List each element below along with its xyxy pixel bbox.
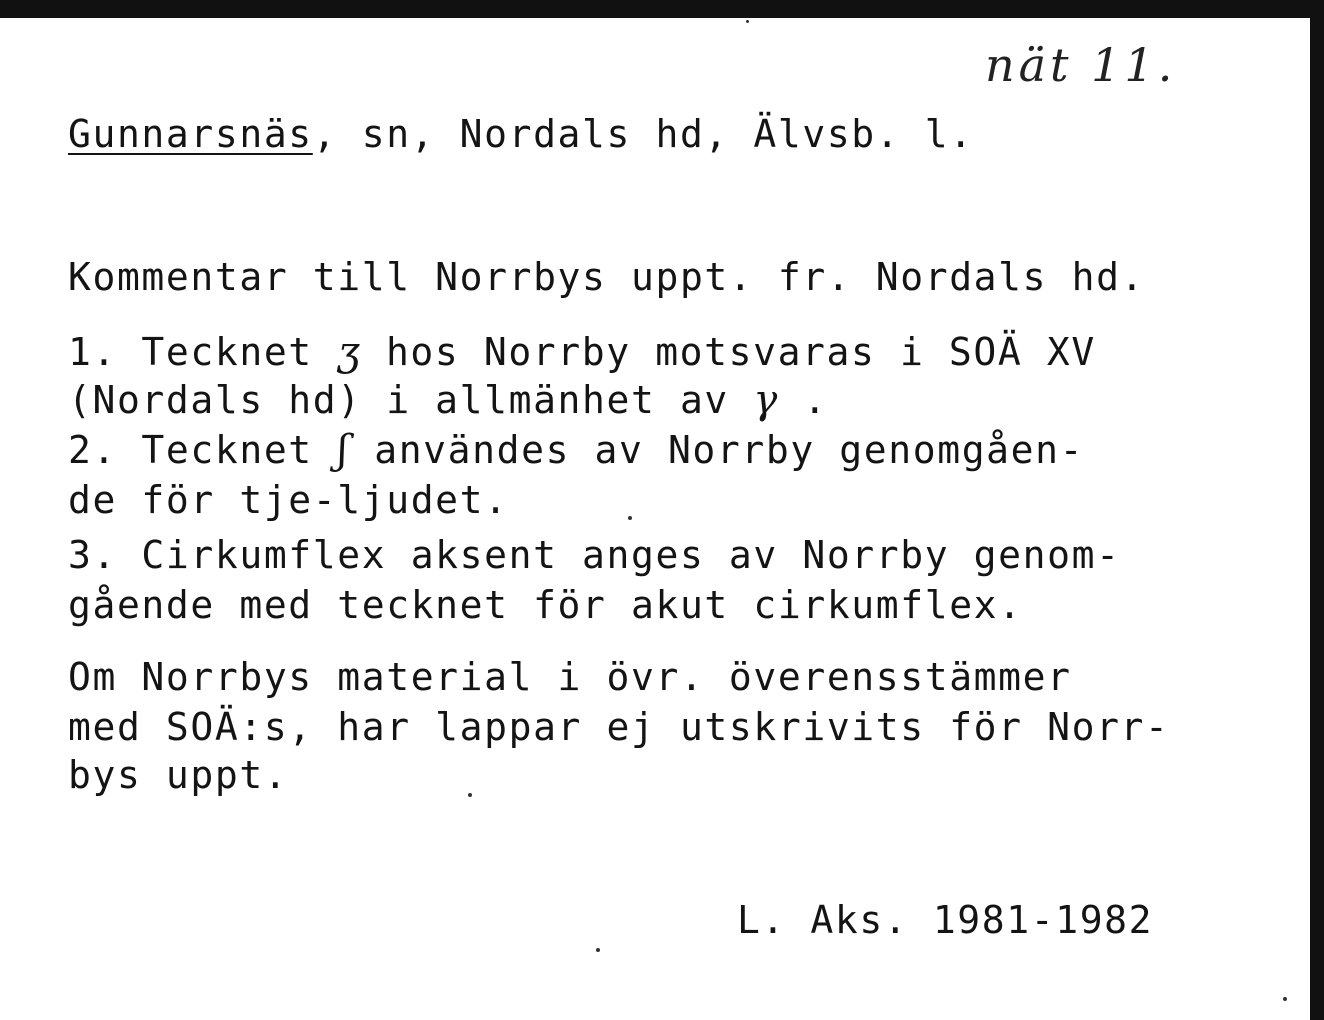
ink-speck — [596, 948, 600, 952]
item-1-line-2 — [68, 378, 828, 422]
note-line-3: bys uppt. — [68, 753, 289, 797]
item-3-line-1: 3. Cirkumflex aksent anges av Norrby genom- — [68, 533, 1121, 577]
note-line-2: med SOÄ:s, har lappar ej utskrivits för Norr- — [68, 705, 1170, 749]
scan-edge-right — [1310, 0, 1324, 1020]
ezh-glyph: ʒ — [337, 329, 362, 375]
item-2-line-1 — [68, 428, 1084, 472]
place-name: Gunnarsnäs — [68, 112, 313, 156]
item-1-suffix: hos Norrby motsvaras i SOÄ XV — [385, 330, 1096, 374]
ink-speck — [1283, 997, 1287, 1001]
ink-speck — [746, 20, 749, 23]
item-1-line-1 — [68, 330, 1096, 374]
esh-glyph: ʃ — [337, 427, 350, 473]
header-line — [68, 112, 974, 156]
signature: L. Aks. 1981-1982 — [737, 898, 1154, 942]
item-1-period: . — [803, 378, 828, 422]
item-1-line-2-text: (Nordals hd) i allmänhet av — [68, 378, 729, 422]
place-details: , sn, Nordals hd, Älvsb. l. — [312, 112, 974, 156]
gamma-glyph: γ — [753, 377, 779, 423]
item-2-suffix: användes av Norrby genomgåen- — [374, 428, 1085, 472]
note-line-1: Om Norrbys material i övr. överensstämmer — [68, 655, 1072, 699]
item-1-prefix: 1. Tecknet — [68, 330, 313, 374]
handwritten-annotation: nät 11. — [985, 38, 1177, 92]
comment-heading: Kommentar till Norrbys uppt. fr. Nordals hd. — [68, 255, 1146, 299]
ink-speck — [468, 793, 472, 797]
item-2-prefix: 2. Tecknet — [68, 428, 313, 472]
item-2-line-2: de för tje-ljudet. — [68, 478, 509, 522]
scan-edge-top — [0, 0, 1324, 18]
item-3-line-2: gående med tecknet för akut cirkumflex. — [68, 583, 1023, 627]
ink-speck — [628, 516, 632, 520]
